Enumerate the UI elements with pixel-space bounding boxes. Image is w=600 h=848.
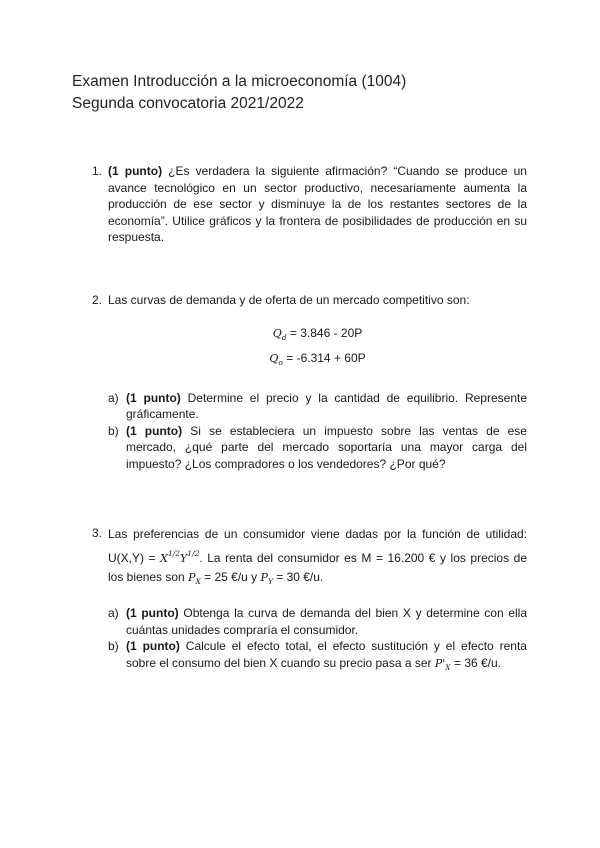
question-1 xyxy=(92,163,527,246)
points-label: (1 punto) xyxy=(126,423,183,438)
eq-subscript: o xyxy=(278,357,283,367)
sub-label: a) xyxy=(108,390,119,405)
q3-text-2: . La renta del consumidor es M = 16.200 € y los precios de los bienes son xyxy=(108,551,527,584)
q3-text-3: = 25 €/u y xyxy=(200,570,261,584)
points-label: (1 punto) xyxy=(126,606,179,620)
price-y-symbol: P xyxy=(260,571,268,584)
question-text xyxy=(108,525,527,676)
eq-rhs: = 3.846 - 20P xyxy=(286,325,363,340)
question-2 xyxy=(92,292,527,472)
var-x: X xyxy=(160,552,168,565)
price-x-subscript: X xyxy=(195,577,201,586)
price-y-subscript: Y xyxy=(267,577,273,586)
question-1-text: ¿Es verdadera la siguiente afirmación? “Cuando se produce un avance tecnológico en un sector productivo, necesariamente aumenta la producción de ese sector y disminuye la de los restantes sectores de la economía”. Utilice gráficos y la frontera de posibilidades de producción en su respuesta. xyxy=(108,164,527,244)
question-2-intro: Las curvas de demanda y de oferta de un mercado competitivo son: xyxy=(108,293,470,307)
exponent-x: 1/2 xyxy=(167,549,181,558)
eq-rhs: = -6.314 + 60P xyxy=(282,350,366,365)
question-number: 3. xyxy=(92,526,103,540)
subquestion-text: Si se estableciera un impuesto sobre las ventas de ese mercado, ¿qué parte del mercado soportaría una mayor carga del impuesto? ¿Los compradores o los vendedores? ¿Por qué? xyxy=(126,423,527,471)
question-text xyxy=(108,163,527,246)
subquestion-text: Calcule el efecto total, el efecto sustitución y el efecto renta sobre el consumo del bien X cuando su precio pasa a ser xyxy=(126,639,527,670)
points-label: (1 punto) xyxy=(126,639,180,653)
exam-subtitle: Segunda convocatoria 2021/2022 xyxy=(72,95,304,112)
q3-text-4: = 30 €/u. xyxy=(272,570,324,584)
subquestion-text: Determine el precio y la cantidad de equilibrio. Represente gráficamente. xyxy=(126,390,527,421)
subquestion-a xyxy=(108,605,527,638)
eq-symbol: Q xyxy=(272,326,282,340)
supply-equation xyxy=(108,348,527,373)
sub-label: b) xyxy=(108,423,119,438)
new-price-symbol: P' xyxy=(434,656,446,670)
eq-subscript: d xyxy=(281,332,287,342)
sub-label: b) xyxy=(108,639,119,653)
question-3 xyxy=(92,525,527,676)
demand-equation xyxy=(108,323,527,348)
question-number: 2. xyxy=(92,293,103,307)
subquestions xyxy=(108,605,527,676)
sub-label: a) xyxy=(108,606,119,620)
eq-symbol: Q xyxy=(269,351,279,365)
new-price-subscript: X xyxy=(445,662,451,672)
points-label: (1 punto) xyxy=(126,390,181,405)
question-text xyxy=(108,292,527,472)
points-label: (1 punto) xyxy=(108,164,163,178)
subquestion-b xyxy=(108,423,527,473)
price-x-symbol: P xyxy=(188,571,196,584)
subquestions xyxy=(108,390,527,473)
exponent-y: 1/2 xyxy=(187,549,200,558)
subquestion-a xyxy=(108,390,527,423)
var-y: Y xyxy=(180,552,188,565)
q3-text-1: Las preferencias de un consumidor viene dadas por la función de utilidad: U(X,Y) = xyxy=(108,527,527,565)
subquestion-b xyxy=(108,638,527,676)
question-number: 1. xyxy=(92,164,103,178)
equations xyxy=(108,323,527,373)
exam-header xyxy=(72,71,406,115)
subquestion-text: Obtenga la curva de demanda del bien X y determine con ella cuántas unidades compraría el consumidor. xyxy=(126,606,528,637)
exam-title: Examen Introducción a la microeconomía (1004) xyxy=(72,73,407,90)
subquestion-text-end: = 36 €/u. xyxy=(450,655,502,670)
